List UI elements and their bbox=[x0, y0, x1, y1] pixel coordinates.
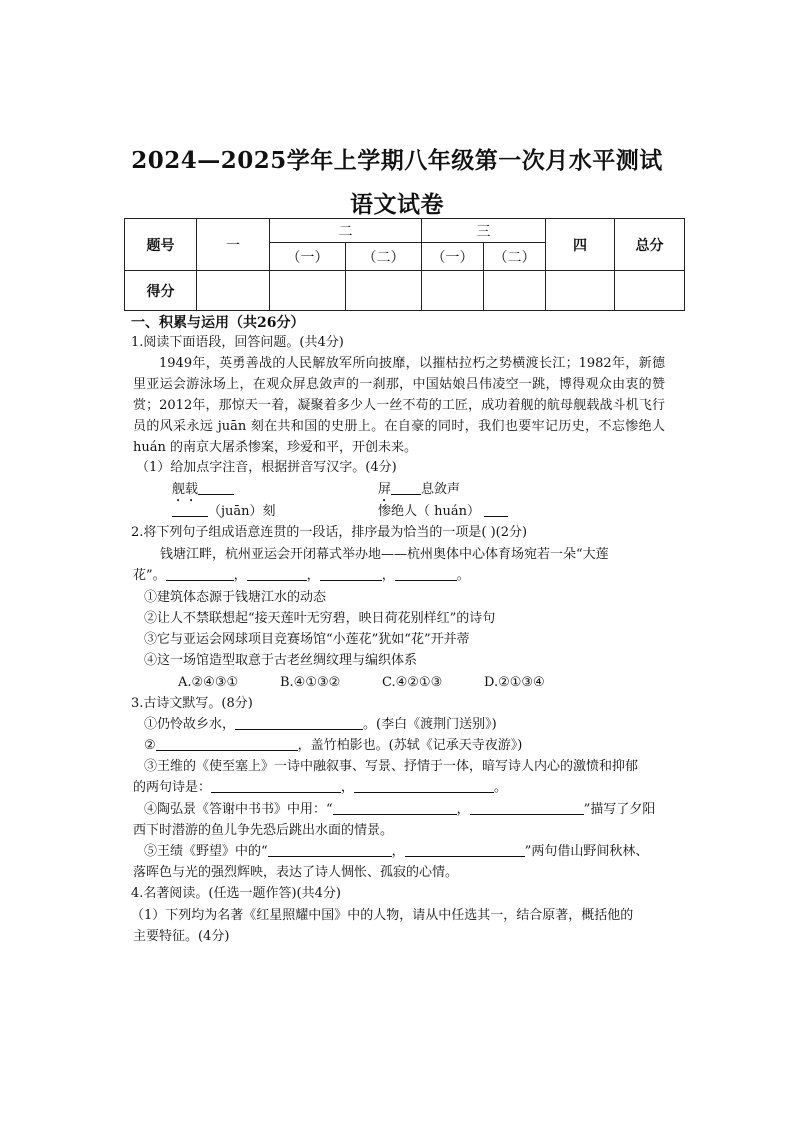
score-cell-2[interactable] bbox=[270, 271, 346, 311]
score-label-cell: 得分 bbox=[125, 271, 197, 311]
q2-lead-2: 花”。 ， ， ， 。 bbox=[133, 568, 470, 583]
q1-item-b-suffix: 息敛声 bbox=[421, 482, 461, 497]
q3-blank-5[interactable] bbox=[333, 800, 457, 815]
q2-blank-1[interactable] bbox=[166, 566, 234, 581]
q2-lead-end: 。 bbox=[456, 568, 470, 583]
q1-item-a-text: 舰载 bbox=[172, 482, 199, 497]
col-4-header: 四 bbox=[546, 219, 615, 271]
q3-blank-4[interactable] bbox=[354, 778, 494, 793]
q2-blank-2[interactable] bbox=[247, 566, 307, 581]
q4-stem: 4.名著阅读。(任选一题作答)(共4分) bbox=[131, 886, 341, 901]
q2-lead-1: 钱塘江畔，杭州亚运会开闭幕式举办地——杭州奥体中心体育场宛若一朵“大莲 bbox=[160, 547, 609, 562]
q3-line-5-b: ”两句借山野间秋林、 bbox=[524, 844, 649, 859]
total-header: 总分 bbox=[615, 219, 685, 271]
header-label-cell: 题号 bbox=[125, 219, 197, 271]
q3-line-2-a: ② bbox=[144, 738, 156, 753]
q1-item-c bbox=[172, 502, 276, 522]
q1-item-c-blank[interactable] bbox=[172, 502, 208, 517]
col-3-header: 三 bbox=[422, 219, 546, 243]
q2-lead-2-text: 花”。 bbox=[133, 568, 166, 583]
score-cell-6[interactable] bbox=[546, 271, 615, 311]
q2-choices bbox=[178, 673, 586, 693]
q2-sentence-1: ①建筑体态源于钱塘江水的动态 bbox=[144, 590, 327, 605]
q3-line-1 bbox=[144, 715, 497, 735]
q2-blank-3[interactable] bbox=[320, 566, 382, 581]
q1-item-b-blank[interactable] bbox=[391, 480, 421, 495]
q3-line-5-a: ⑤王绩《野望》中的“ bbox=[144, 844, 268, 859]
score-table bbox=[124, 218, 685, 311]
score-cell-7[interactable] bbox=[615, 271, 685, 311]
q1-item-c-suffix: （juān）刻 bbox=[208, 504, 276, 519]
q3-line-3a: ③王维的《使至塞上》一诗中融叙事、写景、抒情于一体，暗写诗人内心的激愤和抑郁 bbox=[144, 759, 639, 774]
q3-line-2 bbox=[144, 736, 522, 756]
q1-item-b-prefix: 屏 bbox=[378, 482, 392, 497]
q2-stem: 2.将下列句子组成语意连贯的一段话，排序最为恰当的一项是( )(2分) bbox=[131, 525, 528, 540]
score-cell-4[interactable] bbox=[422, 271, 484, 311]
q3-line-5c: 落晖色与光的强烈辉映，表达了诗人惆怅、孤寂的心情。 bbox=[133, 865, 459, 880]
q1-passage: 1949年，英勇善战的人民解放军所向披靡，以摧枯拉朽之势横渡长江；1982年，新德里亚运会游泳场上，在观众屏息敛声的一刹那，中国姑娘吕伟凌空一跳，博得观众由衷的赞赏；2012年，那惊天一着，凝聚着多少人一丝不苟的工匠，成功着舰的航母舰载战斗机飞行员的风采永远 juān 刻在共和国的史册上。在自豪的同时，我们也要牢记历史，不忘惨绝人 huán 的南京大屠杀惨案，珍爱和平，开创未来。 bbox=[133, 356, 665, 455]
q3-line-3b: 的两句诗是： ， 。 bbox=[133, 780, 508, 795]
q3-line-5: ⑤王绩《野望》中的“ ， ”两句借山野间秋林、 bbox=[144, 844, 649, 859]
q4-sub-1a: （1）下列均为名著《红星照耀中国》中的人物，请从中任选其一，结合原著，概括他的 bbox=[131, 908, 634, 923]
q2-choice-c[interactable]: C.④②①③ bbox=[382, 675, 443, 690]
score-cell-3[interactable] bbox=[346, 271, 422, 311]
q3-blank-7[interactable] bbox=[268, 842, 392, 857]
q3-blank-1[interactable] bbox=[235, 715, 363, 730]
q2-choice-a[interactable]: A.②④③① bbox=[178, 675, 239, 690]
q2-sentence-4: ④这一场馆造型取意于古老丝绸纹理与编织体系 bbox=[144, 653, 418, 668]
q3-line-4-a: ④陶弘景《答谢中书书》中用：“ bbox=[144, 802, 333, 817]
score-cell-1[interactable] bbox=[197, 271, 270, 311]
sub-header-2-1: （一） bbox=[270, 243, 346, 271]
q2-blank-4[interactable] bbox=[395, 566, 457, 581]
q3-line-4-b: ”描写了夕阳 bbox=[583, 802, 656, 817]
q1-stem: 1.阅读下面语段，回答问题。(共4分) bbox=[131, 335, 344, 350]
q1-item-a-blank[interactable] bbox=[198, 480, 234, 495]
q3-blank-3[interactable] bbox=[211, 778, 341, 793]
q2-sentence-2: ②让人不禁联想起“接天莲叶无穷碧，映日荷花别样红”的诗句 bbox=[144, 611, 496, 626]
col-2-header: 二 bbox=[270, 219, 422, 243]
q3-blank-2[interactable] bbox=[156, 736, 298, 751]
q1-item-d bbox=[378, 502, 508, 522]
section-1-heading: 一、积累与运用（共26分） bbox=[131, 315, 305, 331]
q2-sentence-3: ③它与亚运会网球项目竞赛场馆“小莲花”犹如“花”开并蒂 bbox=[144, 632, 470, 647]
col-1-header: 一 bbox=[197, 219, 270, 271]
q3-stem: 3.古诗文默写。(8分) bbox=[131, 696, 253, 711]
exam-title: 2024—2025学年上学期八年级第一次月水平测试 bbox=[131, 147, 663, 174]
q1-item-d-blank[interactable] bbox=[484, 502, 508, 517]
q3-blank-8[interactable] bbox=[405, 842, 525, 857]
score-cell-5[interactable] bbox=[484, 271, 546, 311]
q1-sub1: （1）给加点字注音，根据拼音写汉字。(4分) bbox=[136, 460, 397, 475]
sub-header-3-2: （二） bbox=[484, 243, 546, 271]
q3-line-1-a: ①仍怜故乡水， bbox=[144, 717, 236, 732]
sub-header-3-1: （一） bbox=[422, 243, 484, 271]
q2-choice-b[interactable]: B.④①③② bbox=[280, 675, 341, 690]
q3-line-1-b: 。(李白《渡荆门送别》) bbox=[363, 717, 497, 732]
sub-header-2-2: （二） bbox=[346, 243, 422, 271]
q3-blank-6[interactable] bbox=[470, 800, 584, 815]
q3-line-4: ④陶弘景《答谢中书书》中用：“ ， ”描写了夕阳 bbox=[144, 802, 656, 817]
q3-line-2-b: ，盖竹柏影也。(苏轼《记承天寺夜游》) bbox=[297, 738, 523, 753]
q4-sub-1b: 主要特征。(4分) bbox=[133, 929, 230, 944]
q3-line-3b-text: 的两句诗是： bbox=[133, 780, 212, 795]
q3-line-4c: 西下时潜游的鱼儿争先恐后跳出水面的情景。 bbox=[133, 823, 394, 838]
exam-subtitle: 语文试卷 bbox=[350, 191, 444, 218]
q1-item-d-text: 惨绝人（ huán） bbox=[378, 504, 481, 519]
q2-choice-d[interactable]: D.②①③④ bbox=[484, 675, 545, 690]
